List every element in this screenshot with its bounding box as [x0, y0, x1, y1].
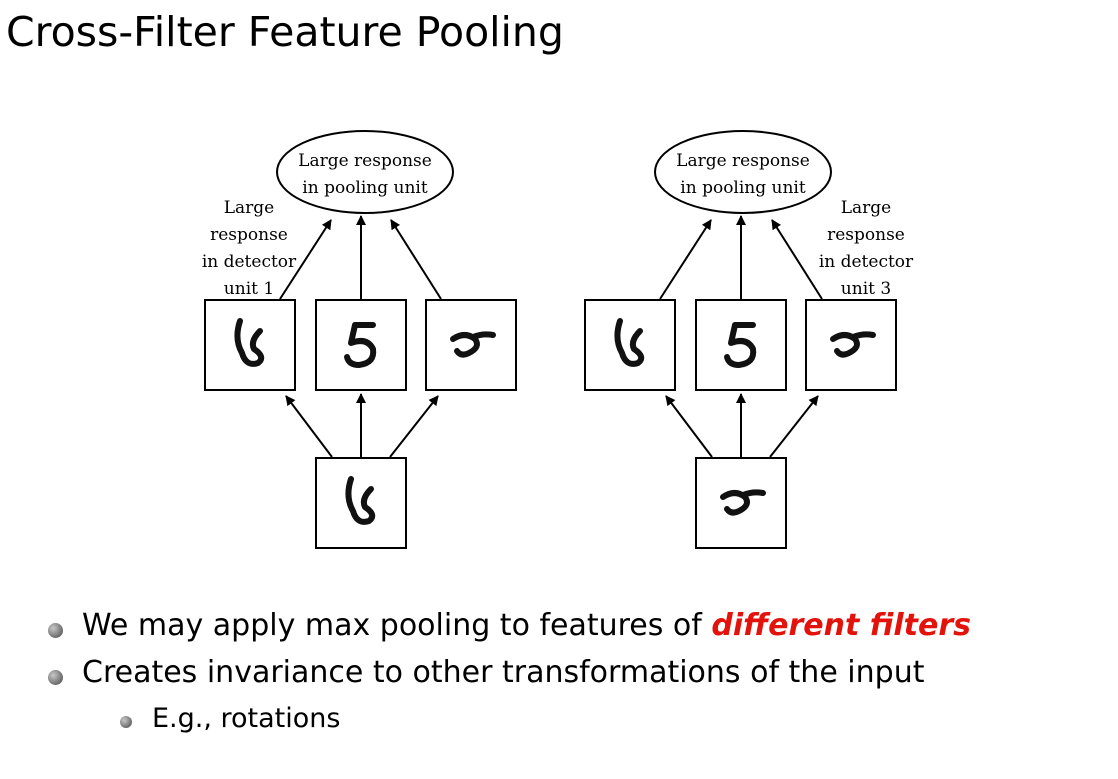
right-arrow-detector3-to-pool [772, 220, 822, 299]
sub-bullet-rotations: E.g., rotations [152, 703, 341, 734]
bullet-max-pooling-text: We may apply max pooling to features of [82, 608, 712, 643]
right-input-image [696, 458, 786, 548]
left-detector-label-line4: unit 1 [223, 279, 275, 299]
right-arrow-input-to-detector3 [770, 396, 818, 457]
left-detector-label-line1: Large [223, 198, 275, 218]
left-detector-unit-2 [316, 300, 406, 390]
right-detector-unit-3 [806, 300, 896, 390]
bullet-dot-1 [48, 623, 63, 638]
right-detector-label-line2: response [827, 225, 905, 245]
slide-title: Cross-Filter Feature Pooling [6, 8, 564, 56]
right-pool-label-line2: in pooling unit [680, 178, 806, 198]
sub-bullet-dot [120, 716, 132, 728]
left-detector-label-line2: response [210, 225, 288, 245]
right-detector-label-line3: in detector [818, 252, 914, 272]
right-detector-unit-2 [696, 300, 786, 390]
right-pooling-unit [655, 131, 831, 213]
bullet-emphasis-different-filters: different filters [711, 608, 971, 643]
bullet-dot-2 [48, 670, 63, 685]
bullet-max-pooling [82, 606, 971, 646]
left-arrow-input-to-detector1 [286, 396, 332, 457]
left-pool-label-line1: Large response [298, 151, 432, 171]
left-pooling-unit [277, 131, 453, 213]
right-detector-label-line4: unit 3 [840, 279, 892, 299]
right-detector-label-line1: Large [840, 198, 892, 218]
left-detector-label-line3: in detector [201, 252, 297, 272]
right-diagram [585, 131, 914, 548]
left-pool-label-line2: in pooling unit [302, 178, 428, 198]
right-arrow-input-to-detector1 [666, 396, 712, 457]
left-diagram [202, 131, 516, 548]
bullet-invariance: Creates invariance to other transformations of the input [82, 655, 925, 690]
right-arrow-detector1-to-pool [660, 220, 711, 299]
right-pool-label-line1: Large response [676, 151, 810, 171]
left-arrow-detector3-to-pool [391, 220, 441, 299]
left-arrow-input-to-detector3 [390, 396, 438, 457]
left-detector-unit-3 [426, 300, 516, 390]
